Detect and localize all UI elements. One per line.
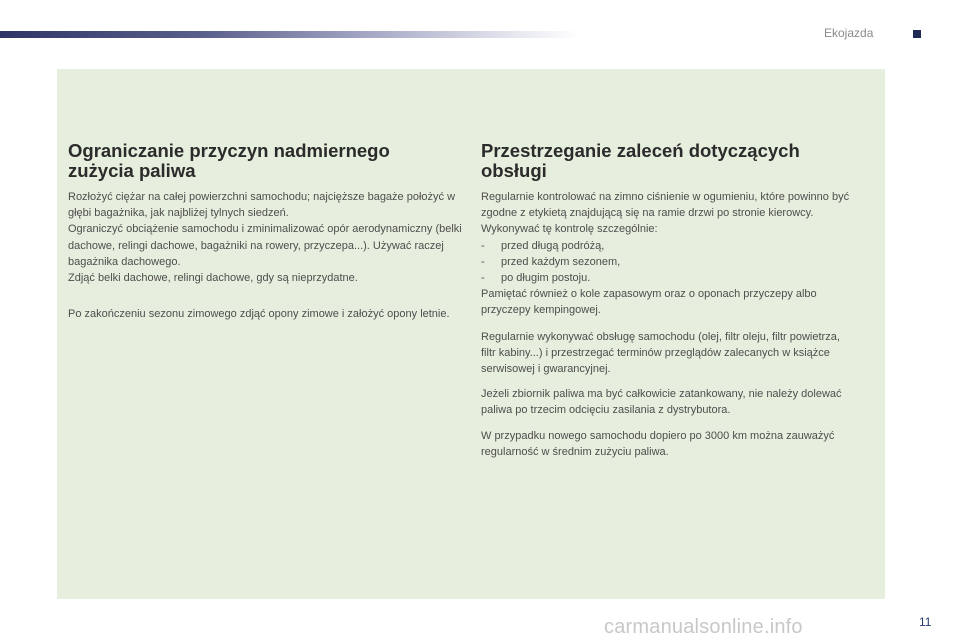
- left-paragraph: Ograniczyć obciążenie samochodu i zminimalizować opór aerodynamiczny (belki dachowe, relingi dachowe, bagażniki na rowery, przyczepa...). Używać raczej bagażnika dachowego.: [68, 223, 462, 268]
- right-paragraph: Wykonywać tę kontrolę szczególnie:: [481, 223, 658, 236]
- right-heading: [481, 141, 856, 181]
- left-paragraph: Zdjąć belki dachowe, relingi dachowe, gdy są nieprzydatne.: [68, 272, 358, 285]
- list-item: - przed długą podróżą,: [481, 238, 856, 254]
- header-gradient-bar: [0, 31, 580, 38]
- left-heading: [68, 141, 468, 181]
- list-item: - przed każdym sezonem,: [481, 254, 856, 270]
- left-paragraph: Rozłożyć ciężar na całej powierzchni samochodu; najcięższe bagaże położyć w głębi bagażnika, jak najbliżej tylnych siedzeń.: [68, 191, 456, 220]
- section-title: Ekojazda: [824, 26, 874, 40]
- page-number: 11: [919, 615, 932, 629]
- left-column: [68, 141, 468, 322]
- left-paragraph: Po zakończeniu sezonu zimowego zdjąć opony zimowe i założyć opony letnie.: [68, 308, 450, 321]
- watermark-text: carmanualsonline.info: [604, 616, 803, 638]
- right-paragraph: Regularnie kontrolować na zimno ciśnienie w ogumieniu, które powinno być zgodne z etykietą znajdującą się na ramie drzwi po stronie kierowcy.: [481, 191, 850, 220]
- left-heading-line1: Ograniczanie przyczyn nadmiernego: [68, 140, 390, 161]
- right-paragraph: Pamiętać również o kole zapasowym oraz o oponach przyczepy albo przyczepy kempingowej.: [481, 288, 817, 317]
- right-heading-line1: Przestrzeganie zaleceń dotyczących: [481, 140, 800, 161]
- right-paragraph: W przypadku nowego samochodu dopiero po 3000 km można zauważyć regularność w średnim zużyciu paliwa.: [481, 429, 835, 458]
- list-item: - po długim postoju.: [481, 270, 856, 286]
- left-heading-line2: zużycia paliwa: [68, 160, 196, 181]
- right-paragraph: Jeżeli zbiornik paliwa ma być całkowicie zatankowany, nie należy dolewać paliwa po trzecim odcięciu zasilania z dystrybutora.: [481, 388, 842, 417]
- section-marker-icon: [913, 30, 921, 38]
- right-heading-line2: obsługi: [481, 160, 547, 181]
- right-paragraph: Regularnie wykonywać obsługę samochodu (olej, filtr oleju, filtr powietrza, filtr kabiny...) i przestrzegać terminów przeglądów zalecanych w książce serwisowej i gwarancyjnej.: [481, 330, 840, 376]
- right-column: [481, 141, 856, 460]
- inspection-list: [481, 238, 856, 287]
